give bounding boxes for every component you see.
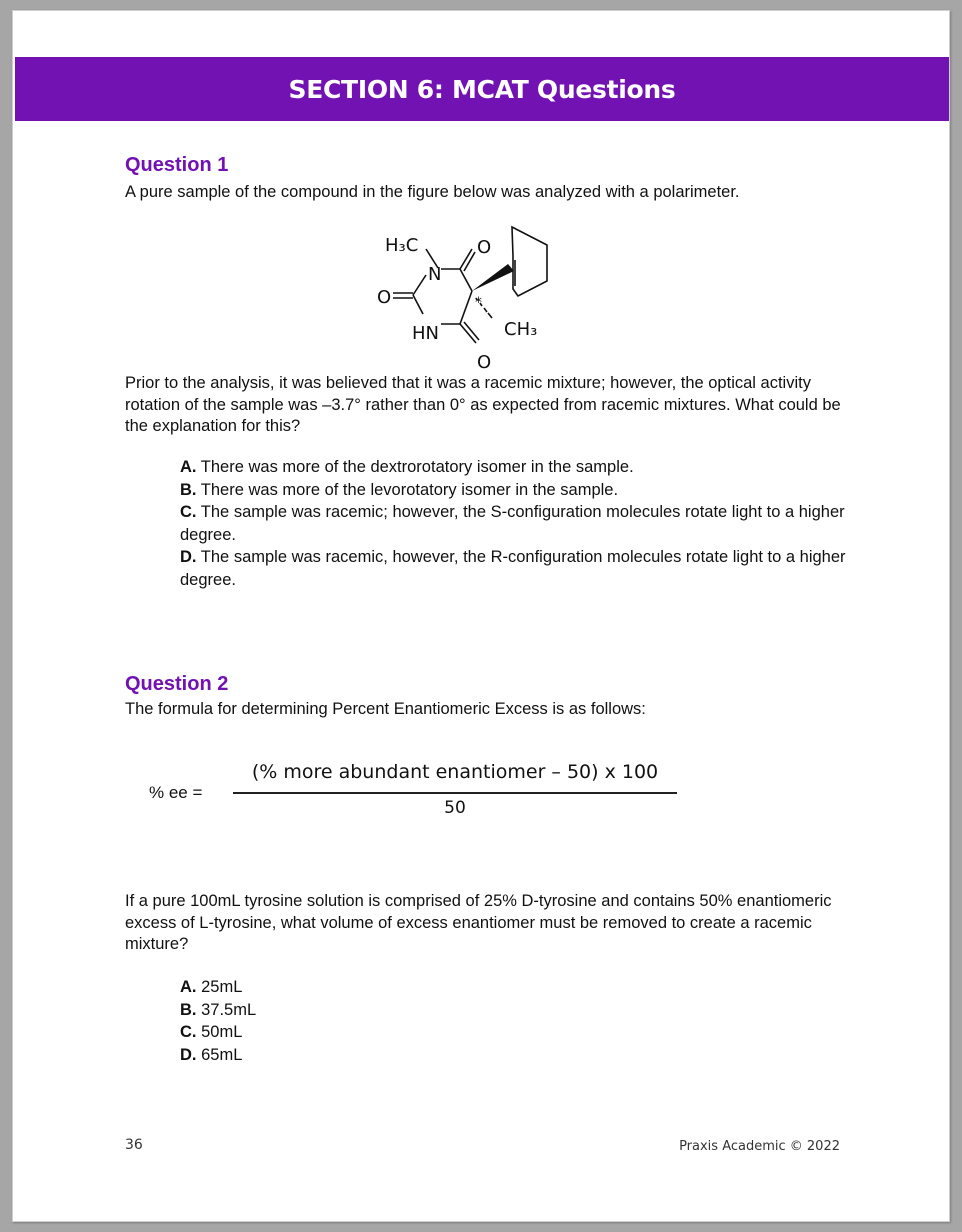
question-2-options <box>180 976 850 1066</box>
section-title: SECTION 6: MCAT Questions <box>288 74 676 104</box>
label-hn: HN <box>412 323 439 344</box>
question-2-title: Question 2 <box>125 673 229 695</box>
page-number: 36 <box>125 1137 143 1153</box>
compound-structure-figure <box>368 211 588 371</box>
question-2-intro: The formula for determining Percent Enantiomeric Excess is as follows: <box>125 700 646 718</box>
label-o-left: O <box>377 287 392 308</box>
answer-option[interactable]: A. 25mL <box>180 978 243 996</box>
question-1-body: Prior to the analysis, it was believed that it was a racemic mixture; however, the optical activity rotation of the sample was –3.7° rather than 0° as expected from racemic mixtures. What could be the explanation for this? <box>125 374 841 435</box>
formula-fraction-bar <box>233 792 677 794</box>
answer-option[interactable]: D. 65mL <box>180 1045 243 1064</box>
label-o-bottom: O <box>477 352 492 371</box>
formula-lhs: % ee = <box>149 783 203 802</box>
label-stereocenter-star: * <box>475 295 482 311</box>
question-1-intro: A pure sample of the compound in the figure below was analyzed with a polarimeter. <box>125 183 740 201</box>
label-h3c: H₃C <box>385 235 419 256</box>
question-1-options <box>180 456 850 591</box>
section-banner <box>15 57 949 121</box>
formula-denominator: 50 <box>444 798 466 818</box>
copyright-notice: Praxis Academic © 2022 <box>679 1139 840 1154</box>
label-ch3: CH₃ <box>504 319 538 340</box>
formula-numerator: (% more abundant enantiomer – 50) x 100 <box>251 761 659 783</box>
document-page <box>12 10 950 1222</box>
answer-option[interactable]: C. The sample was racemic; however, the S-configuration molecules rotate light to a higher degree. <box>180 503 845 544</box>
label-n: N <box>428 264 442 285</box>
answer-option[interactable]: D. The sample was racemic, however, the R-configuration molecules rotate light to a higher degree. <box>180 548 846 589</box>
answer-option[interactable]: A. There was more of the dextrorotatory isomer in the sample. <box>180 458 634 476</box>
answer-option[interactable]: C. 50mL <box>180 1023 243 1041</box>
answer-option[interactable]: B. 37.5mL <box>180 1000 257 1019</box>
answer-option[interactable]: B. There was more of the levorotatory isomer in the sample. <box>180 480 619 499</box>
label-o-top: O <box>477 237 492 258</box>
question-1-title: Question 1 <box>125 154 229 176</box>
question-2-body: If a pure 100mL tyrosine solution is comprised of 25% D-tyrosine and contains 50% enantiomeric excess of L-tyrosine, what volume of excess enantiomer must be removed to create a racemic mixture? <box>125 892 832 953</box>
